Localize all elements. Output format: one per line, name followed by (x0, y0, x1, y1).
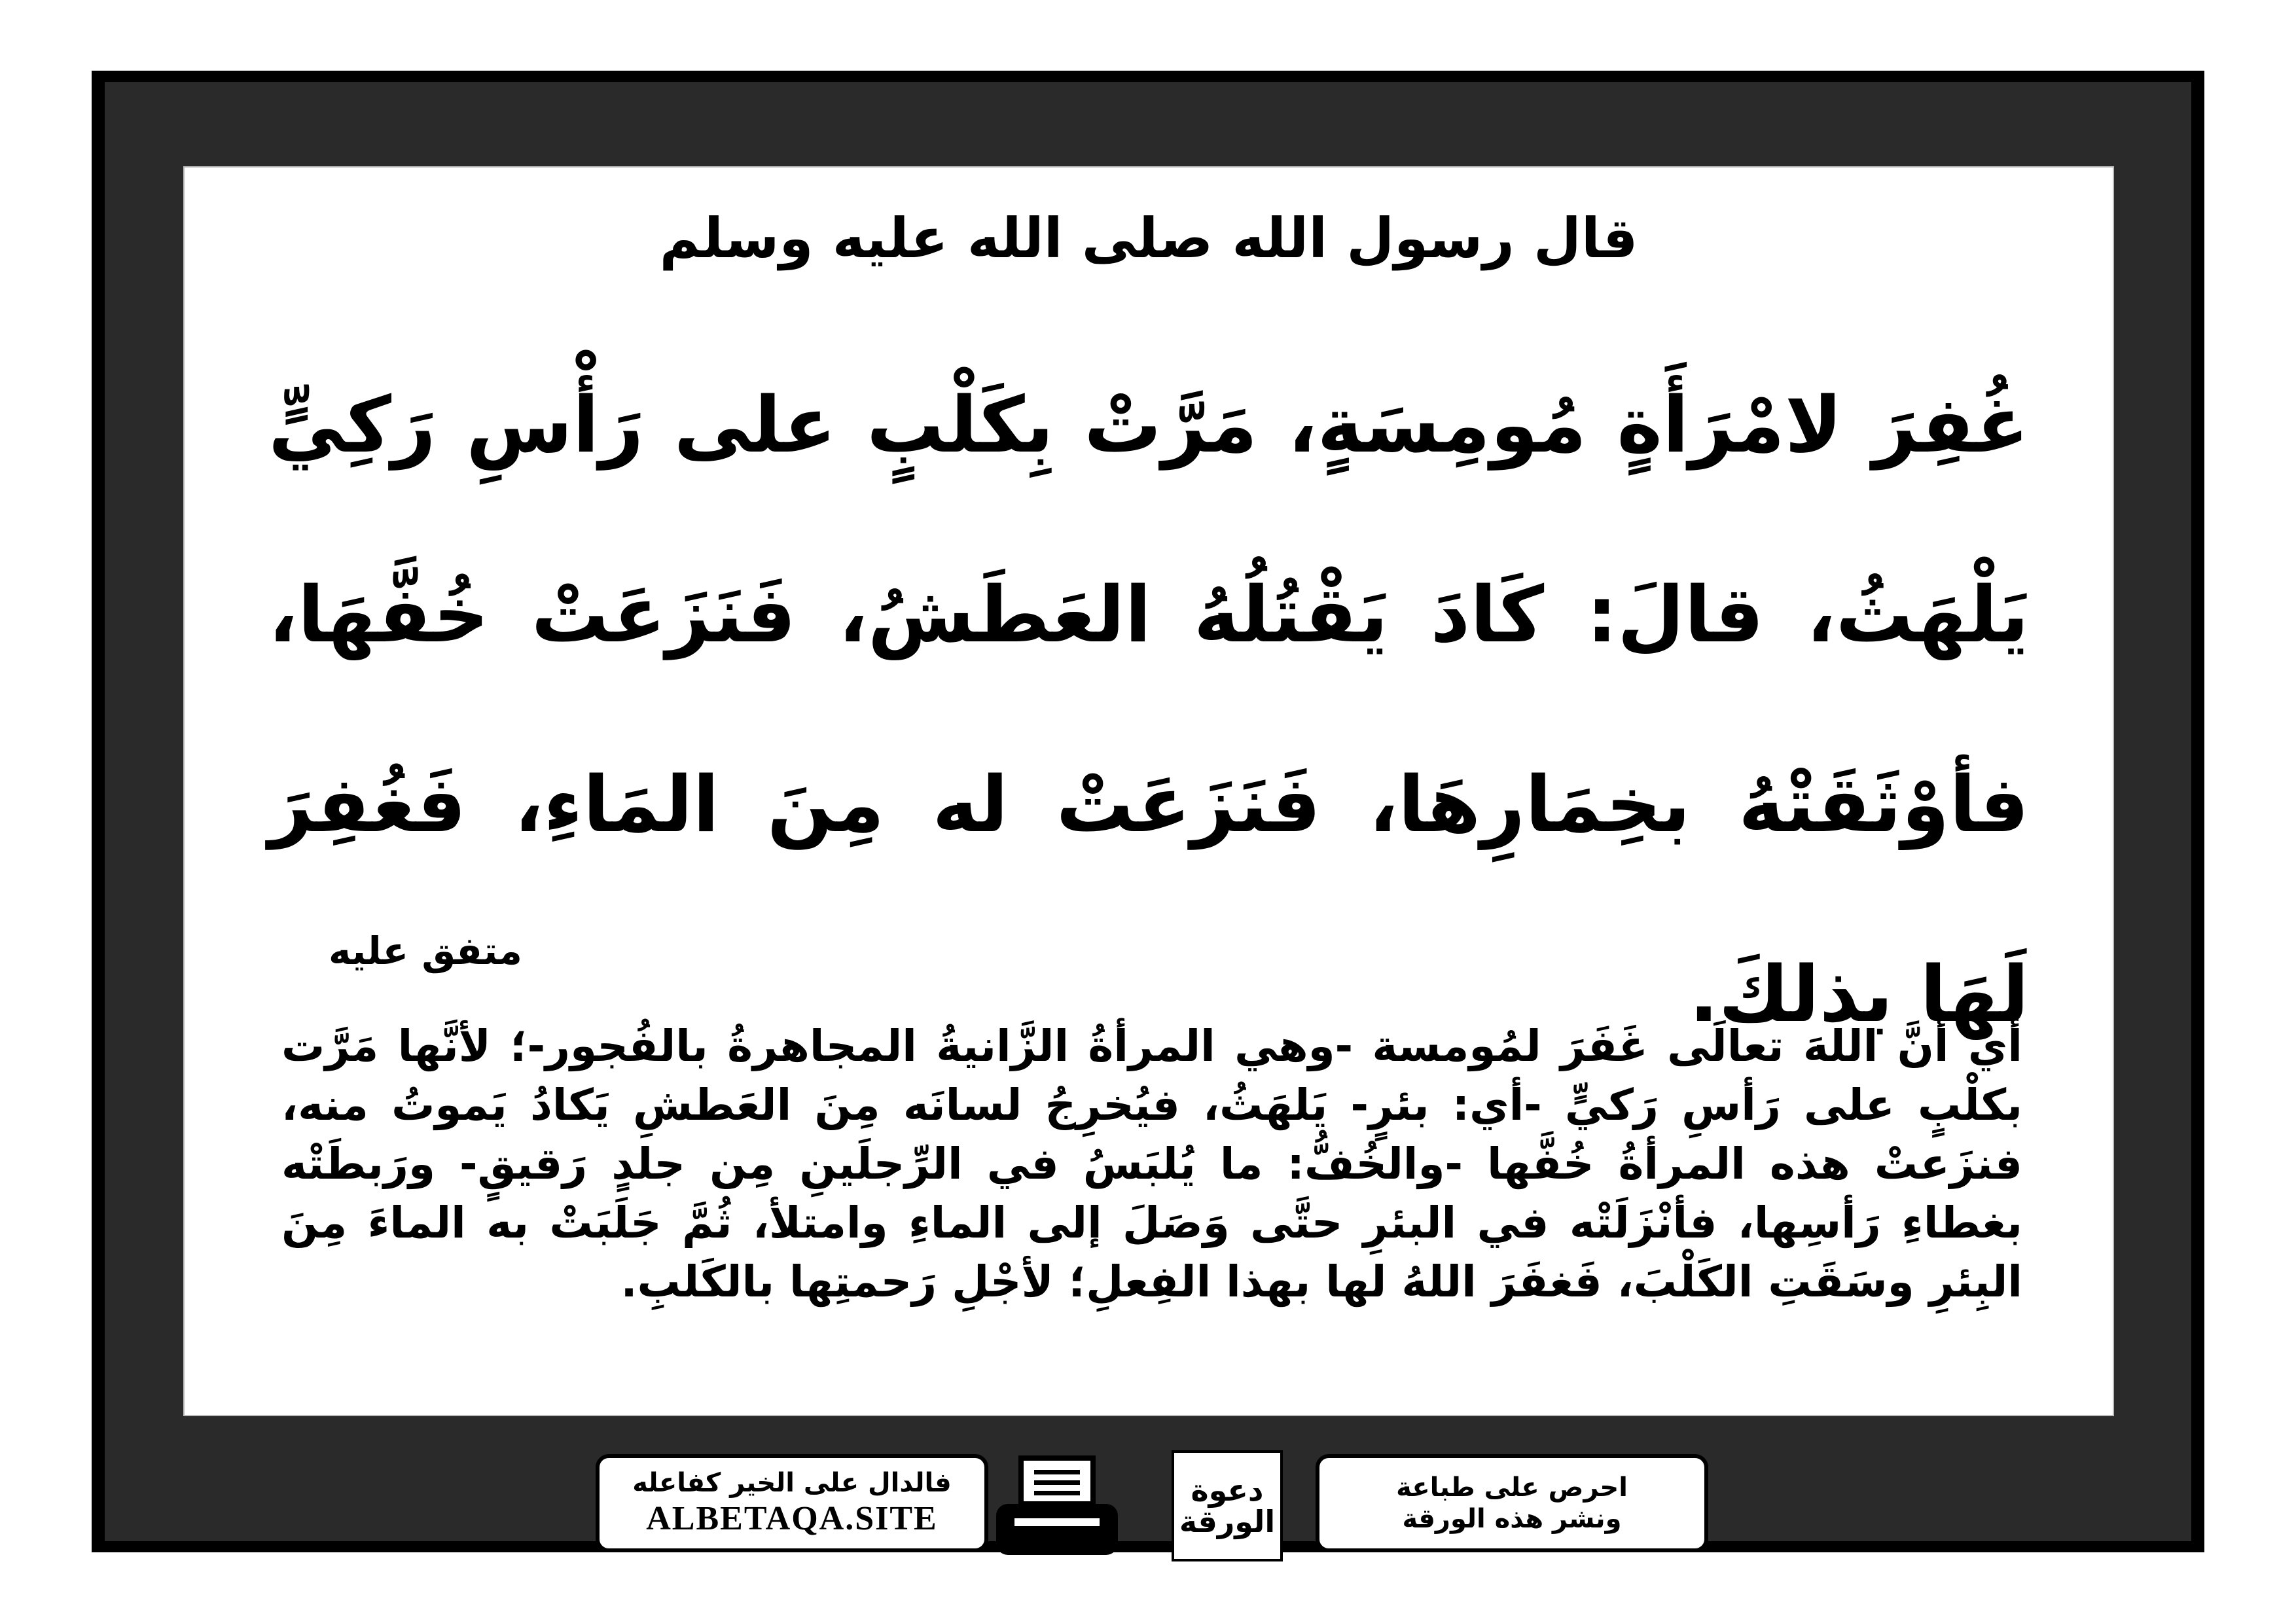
page-title: قال رسول الله صلى الله عليه وسلم (659, 206, 1638, 270)
logo-mark (1172, 1450, 1283, 1561)
printer-slot-shape (1014, 1518, 1100, 1526)
paper-card (183, 166, 2114, 1416)
hadith-source: متفق عليه (329, 929, 522, 973)
website-tagline: فالدال على الخير كفاعله (632, 1467, 952, 1498)
explanation-text: أي أنَّ اللهَ تعالَى غَفَرَ لمُومسة -وهي المرأةُ الزَّانيةُ المجاهرةُ بالفُجور-؛ لأنَّها مَرَّت بكلْبٍ على رَأسِ رَكيٍّ -أي: بئرٍ- يَلهَثُ، فيُخرِجُ لسانَه مِنَ العَطشِ يَكادُ يَموتُ منه، فنزَعتْ هذه المرأةُ خُفَّها -والخُفُّ: ما يُلبَسُ في الرِّجلَينِ مِن جلدٍ رَقيقٍ- ورَبطَتْه بغطاءِ رَأسِها، فأنْزَلَتْه في البئرِ حتَّى وَصَلَ إلى الماءِ وامتلأ، ثُمَّ جَلَبَتْ به الماءَ مِنَ البِئرِ وسَقَتِ الكَلْبَ، فَغفَرَ اللهُ لها بهذا الفِعلِ؛ لأجْلِ رَحمتِها بالكَلبِ. (281, 1021, 2022, 1307)
footer-bar (596, 1454, 1708, 1559)
logo (1172, 1450, 1283, 1561)
printer-paper-line (1034, 1491, 1080, 1495)
printer-paper-line (1034, 1470, 1080, 1474)
printer-body-shape (996, 1504, 1118, 1555)
logo-line-2: الورقة (1179, 1504, 1276, 1539)
printer-icon (988, 1454, 1126, 1559)
hadith-text: غُفِرَ لامْرَأَةٍ مُومِسَةٍ، مَرَّتْ بِكَلْبٍ على رَأْسِ رَكِيٍّ يَلْهَثُ، قالَ: كَادَ يَقْتُلُهُ العَطَشُ، فَنَزَعَتْ خُفَّهَا، فأوْثَقَتْهُ بخِمَارِهَا، فَنَزَعَتْ له مِنَ المَاءِ، فَغُفِرَ لَهَا بذلكَ. (268, 380, 2029, 1039)
printer-paper-line (1034, 1480, 1080, 1485)
print-reminder-badge (1316, 1454, 1708, 1552)
website-badge[interactable] (596, 1454, 988, 1552)
website-url[interactable]: ALBETAQA.SITE (646, 1499, 938, 1537)
print-reminder-line-2: ونشر هذه الورقة (1402, 1504, 1622, 1534)
logo-line-1: دعوة (1191, 1472, 1264, 1508)
print-reminder-line-1: احرص على طباعة (1396, 1472, 1628, 1503)
